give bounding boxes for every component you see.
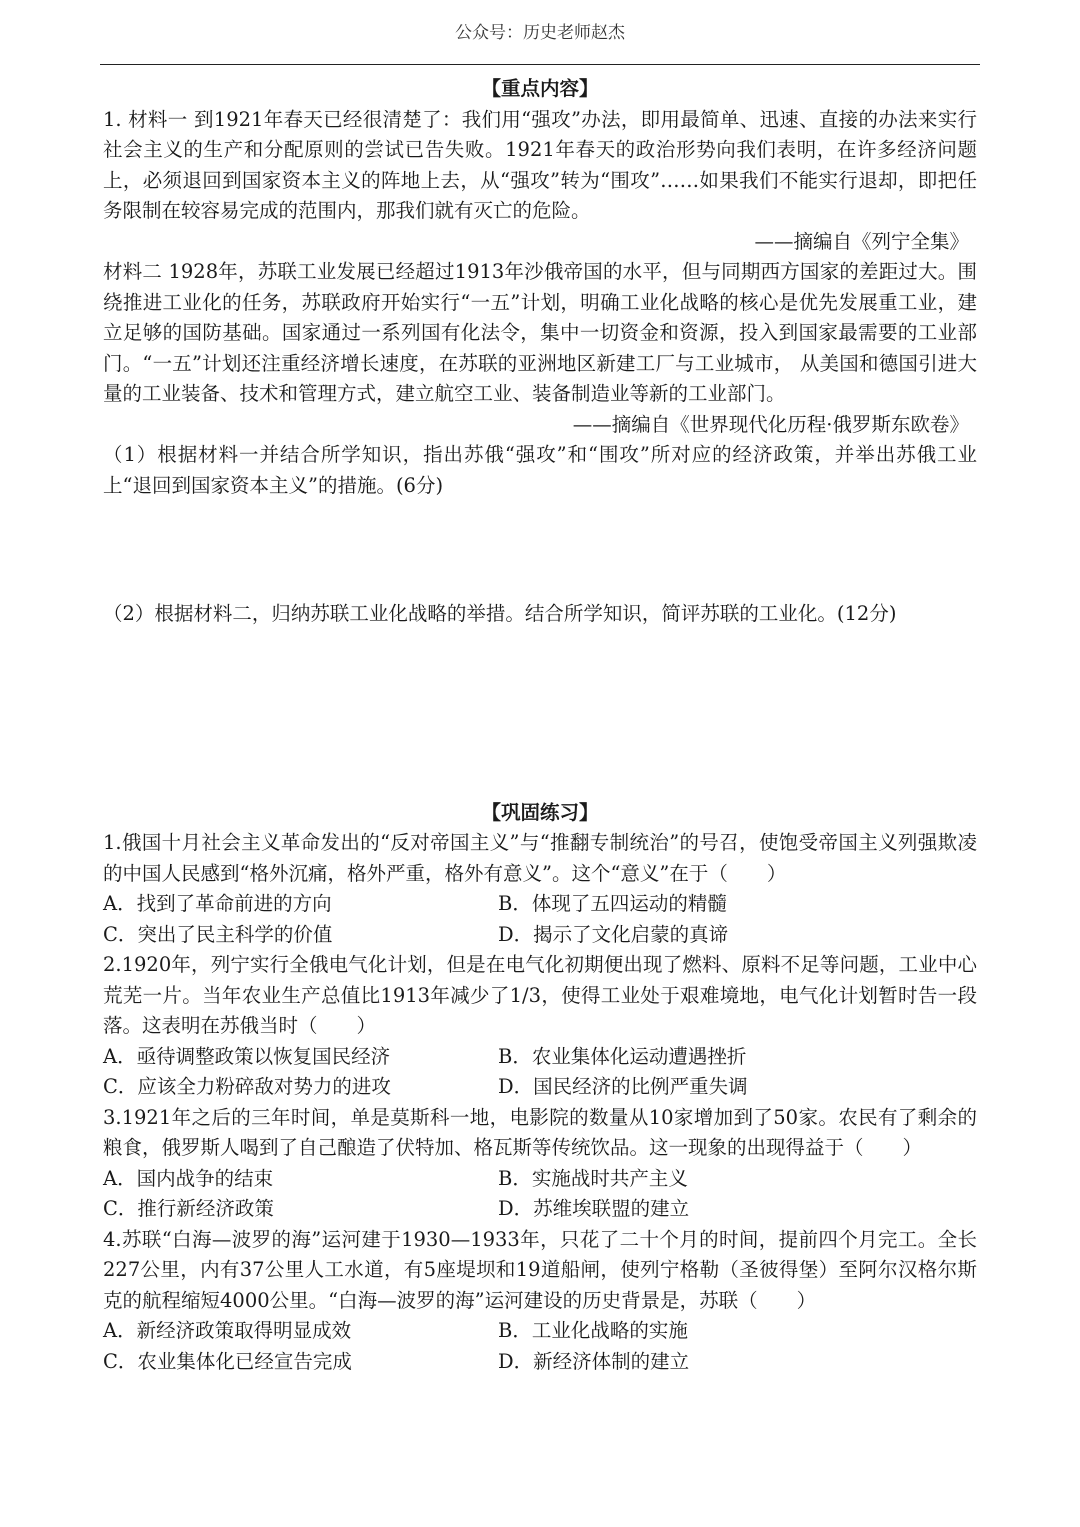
question-stem: 3.1921年之后的三年时间，单是莫斯科一地，电影院的数量从10家增加到了50家。农民有了剩余的粮食，俄罗斯人喝到了自己酿造了伏特加、格瓦斯等传统饮品。这一现象的出现得益于（ ） [103, 1105, 977, 1159]
header-divider [100, 64, 980, 65]
question-stem: 1.俄国十月社会主义革命发出的“反对帝国主义”与“推翻专制统治”的号召，使饱受帝国主义列强欺凌的中国人民感到“格外沉痛，格外严重，格外有意义”。这个“意义”在于（ ） [103, 831, 977, 885]
material-two-source: ——摘编自《世界现代化历程·俄罗斯东欧卷》 [572, 412, 969, 436]
practice-section-title: 【巩固练习】 [481, 800, 599, 824]
option-a: A．新经济政策取得明显成效 [103, 1319, 352, 1342]
practice-question [103, 828, 977, 950]
option-b: B．工业化战略的实施 [498, 1319, 688, 1342]
option-list [103, 1042, 977, 1103]
option-c: C．突出了民主科学的价值 [103, 922, 333, 946]
practice-question [103, 1225, 977, 1378]
material-one: 1. 材料一 到1921年春天已经很清楚了：我们用“强攻”办法，即用最简单、迅速、直接的办法来实行社会主义的生产和分配原则的尝试已告失败。1921年春天的政治形势向我们表明，在许多经济问题上，必须退回到国家资本主义的阵地上去，从“强攻”转为“围攻”……如果我们不能实行退却，即把任务限制在较容易完成的范围内，那我们就有灭亡的危险。 [103, 107, 977, 222]
practice-question [103, 1103, 977, 1225]
option-a: A．亟待调整政策以恢复国民经济 [103, 1044, 391, 1068]
material-one-source: ——摘编自《列宁全集》 [754, 229, 969, 253]
option-list [103, 1164, 977, 1225]
option-c: C．应该全力粉碎敌对势力的进攻 [103, 1075, 391, 1098]
option-d: D．国民经济的比例严重失调 [498, 1075, 748, 1098]
practice-question [103, 950, 977, 1103]
answer-space-1 [103, 501, 977, 599]
option-b: B．农业集体化运动遭遇挫折 [498, 1044, 747, 1068]
focus-section-title: 【重点内容】 [481, 77, 599, 100]
option-b: B．体现了五四运动的精髓 [498, 892, 727, 915]
question-stem: 2.1920年，列宁实行全俄电气化计划，但是在电气化初期便出现了燃料、原料不足等问题，工业中心荒芜一片。当年农业生产总值比1913年减少了1/3，使得工业处于艰难境地，电气化计划暂时告一段落。这表明在苏俄当时（ ） [103, 953, 977, 1037]
option-a: A．国内战争的结束 [103, 1166, 274, 1190]
material-two: 材料二 1928年，苏联工业发展已经超过1913年沙俄帝国的水平，但与同期西方国家的差距过大。围绕推进工业化的任务，苏联政府开始实行“一五”计划，明确工业化战略的核心是优先发展重工业，建立足够的国防基础。国家通过一系列国有化法令，集中一切资金和资源，投入到国家最需要的工业部门。“一五”计划还注重经济增长速度，在苏联的亚洲地区新建工厂与工业城市， 从美国和德国引进大量的工业装备、技术和管理方式，建立航空工业、装备制造业等新的工业部门。 [103, 260, 977, 405]
focus-section [103, 74, 977, 798]
option-d: D．苏维埃联盟的建立 [498, 1197, 690, 1220]
question-1-part-1: （1）根据材料一并结合所学知识，指出苏俄“强攻”和“围攻”所对应的经济政策，并举出苏俄工业上“退回到国家资本主义”的措施。(6分) [103, 443, 977, 497]
option-list [103, 1316, 977, 1377]
option-a: A．找到了革命前进的方向 [103, 892, 332, 915]
option-d: D．揭示了文化启蒙的真谛 [498, 922, 729, 946]
question-1-part-2: （2）根据材料二，归纳苏联工业化战略的举措。结合所学知识，简评苏联的工业化。(12分) [103, 602, 897, 625]
option-c: C．推行新经济政策 [103, 1197, 274, 1220]
practice-section [103, 798, 977, 1378]
question-stem: 4.苏联“白海—波罗的海”运河建于1930—1933年，只花了二十个月的时间，提前四个月完工。全长227公里，内有37公里人工水道，有5座堤坝和19道船闸，使列宁格勒（圣彼得堡）至阿尔汉格尔斯克的航程缩短4000公里。“白海—波罗的海”运河建设的历史背景是，苏联（ ） [103, 1227, 977, 1312]
option-list [103, 889, 977, 950]
answer-space-2 [103, 630, 977, 798]
page-header: 公众号：历史老师赵杰 [455, 23, 625, 43]
option-b: B．实施战时共产主义 [498, 1166, 688, 1190]
option-c: C．农业集体化已经宣告完成 [103, 1349, 352, 1373]
document-body [103, 74, 977, 1377]
option-d: D．新经济体制的建立 [498, 1349, 690, 1373]
